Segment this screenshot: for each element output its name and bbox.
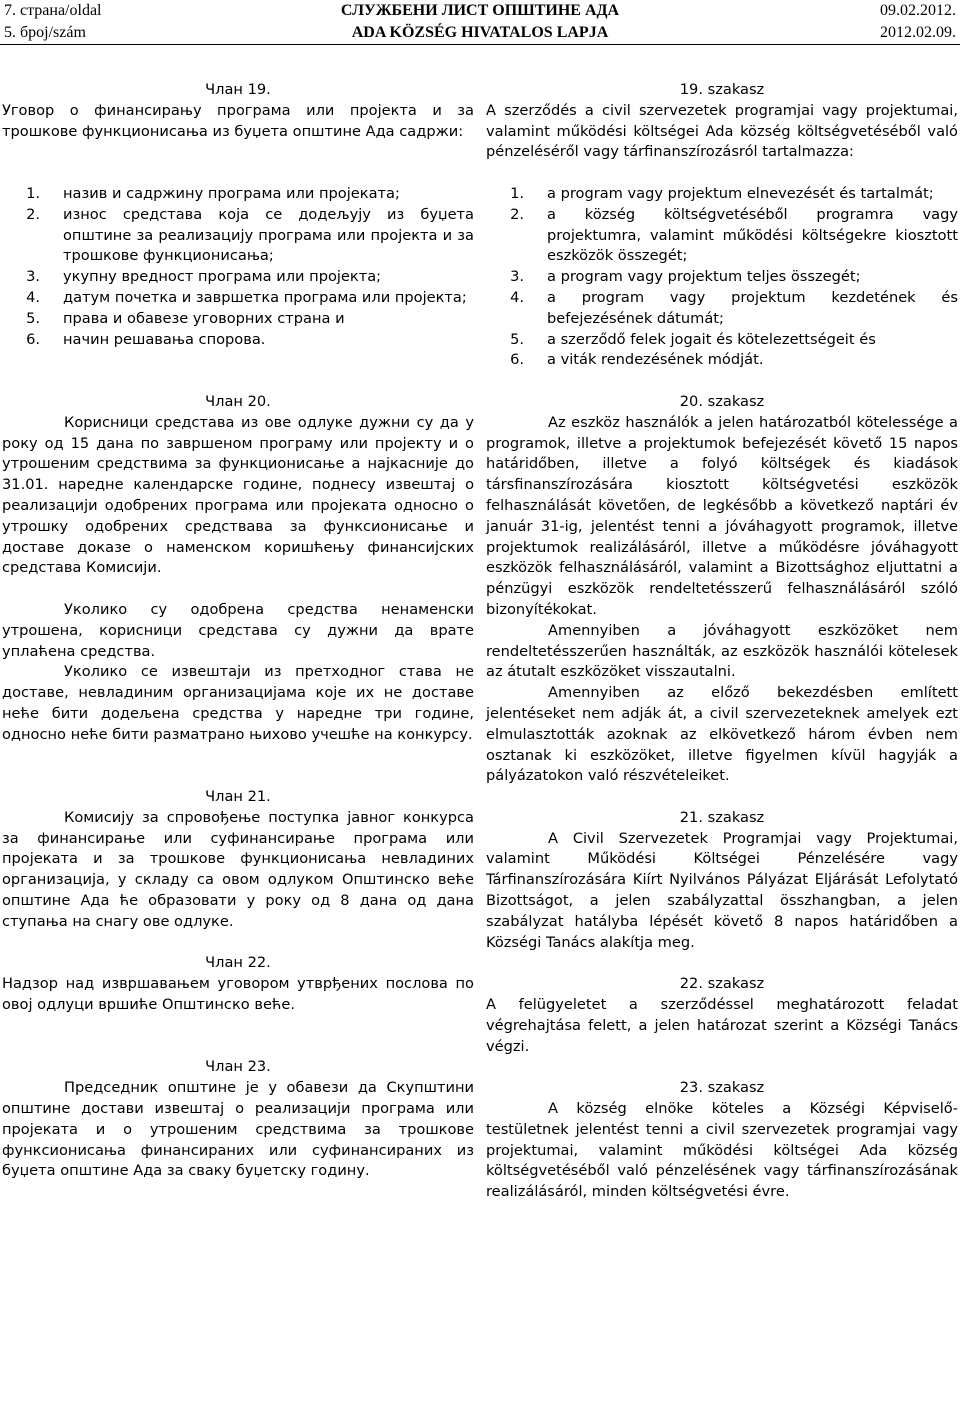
page-number-hu: 7. страна/oldal — [4, 2, 102, 19]
list-item: 1. a program vagy projektum elnevezését és tartalmát; — [510, 184, 934, 202]
article-19-intro: Уговор о финансирању програма или пројекта и за трошкове функционисања из буџета општине Ада садржи: — [2, 101, 474, 140]
section-19-intro: A szerződés a civil szervezetek programjai vagy projektumai, valamint működési költségei Ada község költségvetéséből való pénzeléséről vagy tárfinanszírozásról tartalmazza: — [486, 101, 958, 161]
serbian-column — [2, 80, 474, 1182]
article-20-paragraph-3: Уколико се извештаји из претходног става не доставе, невладиним организацијама које их не доставе неће бити додељена средства у наредне три године, односно неће бити разматрано њихово учешће на конкурсу. — [2, 663, 474, 743]
list-item: 3. укупну вредност програма или пројекта; — [26, 268, 382, 286]
header-right — [880, 0, 956, 44]
section-20-title: 20. szakasz — [679, 392, 765, 410]
date-sr: 09.02.2012. — [880, 2, 956, 19]
list-item: 6. начин решавања спорова. — [26, 330, 266, 348]
gazette-title-sr: СЛУЖБЕНИ ЛИСТ ОПШТИНЕ АДА — [340, 2, 620, 19]
page-header — [0, 0, 960, 44]
section-22-paragraph: A felügyeletet a szerződéssel meghatározott feladat végrehajtása felett, a jelen határozat szerint a Községi Tanács végzi. — [486, 996, 958, 1055]
list-item: 4. датум почетка и завршетка програма или пројекта; — [26, 288, 467, 306]
section-20-paragraph-3: Amennyiben az előző bekezdésben említett jelentéseket nem adják át, a civil szervezeteknek amelyek ezt elmulasztották azoknak az elkövetkező három évben nem osztanak ki eszközöket, illetve figyelmen kívül hagyják a pályázatokon való részvételeiket. — [486, 684, 958, 785]
list-item: 6. a viták rendezésének módját. — [510, 351, 764, 369]
date-hu: 2012.02.09. — [880, 24, 956, 41]
article-23-paragraph: Председник општине је у обавези да Скупштини општине достави извештај о реализацији програма или пројеката и о утрошеним средствима за трошкове функсионисања финансираних или суфинансираних из буџета општине Ада за сваку буџетску годину. — [2, 1079, 474, 1180]
article-23-title: Члан 23. — [205, 1058, 271, 1076]
section-22-title: 22. szakasz — [679, 975, 765, 993]
section-19-list — [486, 184, 958, 371]
article-20-title: Члан 20. — [205, 392, 271, 410]
article-22-title: Члан 22. — [205, 954, 271, 972]
article-20-paragraph-1: Корисници средстава из ове одлуке дужни су да у року од 15 дана по завршеном програму или пројекту и о утрошеним средствима за функционисање а најкасније до 31.01. наредне календарске године, поднесу извештај о реализацији одобрених програма или пројеката односно о утрошку одобрених средствава за функсионисање и доставе доказе о наменском коришћењу финансијских средстава Комисији. — [2, 413, 474, 577]
list-item: 2. a község költségvetéséből programra vagy projektumra, valamint működési költségekre kiosztott eszközök összegét; — [510, 205, 958, 265]
article-22-paragraph: Надзор над извршавањем уговором утврђених послова по овој одлуци вршиће Општинско веће. — [2, 975, 474, 1014]
article-21-paragraph: Комисију за спровођење поступка јавног конкурса за финансирање или суфинансирање програма или пројеката и за трошкове функционисања невладиних организација, у складу са овом одлуком Општинско веће општине Ада ће образовати у року од 8 дана од дана ступања на снагу ове одлуке. — [2, 808, 474, 930]
section-19-title: 19. szakasz — [679, 81, 765, 98]
list-item: 5. права и обавезе уговорних страна и — [26, 309, 345, 327]
list-item: 4. a program vagy projektum kezdetének és befejezésének dátumát; — [510, 288, 958, 327]
issue-number: 5. број/szám — [4, 24, 86, 41]
section-23-paragraph: A község elnöke köteles a Községi Képviselő-testületnek jelentést tenni a civil szervezetek programjai vagy projektumai, valamint működési költségei Ada község költségvetéséből való pénzelésének vagy tárfinanszírozásának realizálásáról, minden költségvetési évre. — [486, 1100, 958, 1201]
section-21-title: 21. szakasz — [679, 808, 765, 826]
article-19-title: Члан 19. — [205, 81, 271, 98]
list-item: 2. износ средстава која се додељују из буџета општине за реализацију програма или пројекта и за трошкове функционисања; — [26, 205, 474, 265]
header-center — [0, 0, 960, 44]
header-rule — [0, 44, 960, 45]
section-20-paragraph-2: Amennyiben a jóváhagyott eszközöket nem rendeltetésszerűen használták, az eszközök használói kötelesek az átutalt eszközöket visszautalni. — [486, 621, 958, 681]
section-20-paragraph-1: Az eszköz használók a jelen határozatból kötelessége a programok, illetve a projektumok befejezését követő 15 napos határidőben, illetve a folyó költségek és kiadások társfinanszírozására kiosztott költségvetési eszközök felhasználását követően, de legkésőbb a következő naptári év január 31-ig, jelentést tenni a jóváhagyott programok, illetve projektumok realizálásáról, illetve a működésre jóváhagyott eszközök felhasználásáról, valamint a Bizottsághoz eljuttatni a pénzügyi eszközök rendeltetésszerű felhasználásáról szóló bizonyítékokat. — [486, 413, 958, 618]
hungarian-column — [486, 80, 958, 1203]
article-21-title: Члан 21. — [205, 788, 271, 806]
list-item: 3. a program vagy projektum teljes összegét; — [510, 268, 861, 286]
gazette-title-hu: ADA KÖZSÉG HIVATALOS LAPJA — [351, 24, 609, 41]
list-item: 1. назив и садржину програма или пројеката; — [26, 184, 400, 202]
list-item: 5. a szerződő felek jogait és kötelezettségeit és — [510, 330, 876, 348]
article-20-paragraph-2: Уколико су одобрена средства ненаменски утрошена, корисници средстава су дужни да врате уплаћена средства. — [2, 600, 474, 660]
section-21-paragraph: A Civil Szervezetek Programjai vagy Projektumai, valamint Működési Költségei Pénzelésére vagy Tárfinanszírozására Kiírt Nyilvános Pályázat Eljárását Lefolytató Bizottságot, a jelen szabályzattal összhangban, a jelen szabályzat hatályba lépését követő 8 napos határidőben a Községi Tanács alakítja meg. — [486, 829, 958, 951]
section-23-title: 23. szakasz — [679, 1079, 765, 1097]
article-19-list — [2, 184, 474, 350]
